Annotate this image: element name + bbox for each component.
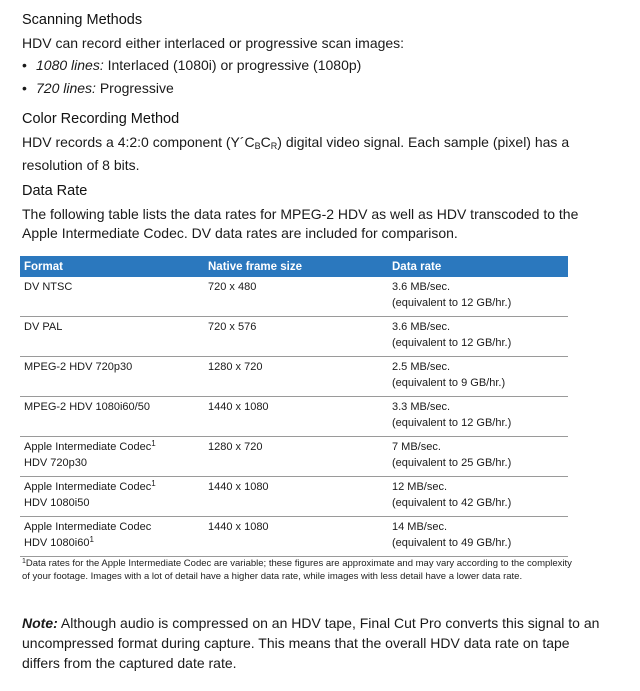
table-row — [20, 317, 568, 357]
rate-line: (equivalent to 12 GB/hr.) — [392, 417, 512, 429]
cell-frame-size: 1280 x 720 — [204, 357, 388, 397]
bullet-dot: • — [22, 57, 27, 73]
rate-line: 14 MB/sec. — [392, 521, 448, 533]
table-row — [20, 517, 568, 557]
bullet-term: 720 lines: — [36, 80, 96, 96]
format-line: MPEG-2 HDV 720p30 — [24, 361, 133, 373]
table-header-row — [20, 256, 568, 277]
footnote-ref: 1 — [89, 535, 94, 544]
format-line: HDV $1080i60^1$ — [24, 535, 94, 549]
rate-line: (equivalent to 49 GB/hr.) — [392, 537, 512, 549]
bullet-dot: • — [22, 80, 27, 96]
format-line: Apple Intermediate Codec — [24, 521, 152, 533]
bullet-text: Interlaced (1080i) or progressive (1080p) — [103, 57, 362, 73]
header-format: Format — [20, 256, 204, 277]
note-label: Note: — [22, 615, 58, 631]
cell-frame-size: 720 x 576 — [204, 317, 388, 357]
cell-format — [20, 517, 204, 557]
rate-line: (equivalent to 9 GB/hr.) — [392, 377, 506, 389]
format-line: HDV 720p30 — [24, 457, 87, 469]
footnote-ref: 1 — [151, 479, 156, 488]
cell-data-rate — [388, 477, 568, 517]
header-data-rate: Data rate — [388, 256, 568, 277]
bullet-720 — [22, 80, 174, 96]
cell-format — [20, 317, 204, 357]
data-rate-heading: Data Rate — [22, 183, 88, 199]
table-footnote — [22, 558, 582, 583]
data-rate-intro: The following table lists the data rates for MPEG-2 HDV as well as HDV transcoded to the Apple Intermediate Codec. DV data rates are included for comparison. — [22, 206, 579, 241]
rate-line: 3.6 MB/sec. — [392, 281, 451, 293]
bullet-text: Progressive — [95, 80, 174, 96]
cell-format — [20, 277, 204, 317]
cell-frame-size: 1440 x 1080 — [204, 517, 388, 557]
color-recording-text: HDV records a 4:2:0 component $(Y´C_BC_R)$ digital video signal. Each sample (pixel) has a resolution of 8 bits. — [22, 134, 570, 173]
footnote-ref: 1 — [151, 439, 156, 448]
cell-data-rate — [388, 357, 568, 397]
cell-data-rate — [388, 397, 568, 437]
note-text: Although audio is compressed on an HDV tape, Final Cut Pro converts this signal to an uncompressed format during capture. This means that the overall HDV data rate on tape differs from the captured date rate. — [22, 615, 600, 671]
rate-line: 3.3 MB/sec. — [392, 401, 451, 413]
format-line: Apple Intermediate Codec$^1$ — [24, 439, 156, 453]
rate-line: 3.6 MB/sec. — [392, 321, 451, 333]
data-rate-table — [20, 256, 568, 557]
scanning-methods-heading: Scanning Methods — [22, 12, 143, 28]
cell-format — [20, 477, 204, 517]
rate-line: 7 MB/sec. — [392, 441, 441, 453]
footnote-mark: 1 — [22, 558, 26, 565]
rate-line: 2.5 MB/sec. — [392, 361, 451, 373]
format-line: HDV 1080i50 — [24, 497, 90, 509]
header-frame-size: Native frame size — [204, 256, 388, 277]
cell-frame-size: 1440 x 1080 — [204, 477, 388, 517]
footnote-text: Data rates for the Apple Intermediate Codec are variable; these figures are approximate and may vary according to the complexity of your footage. Images with a lot of detail have a higher data rate, while images with less detail have a lower data rate. — [22, 558, 572, 582]
cell-data-rate — [388, 317, 568, 357]
rate-line: (equivalent to 42 GB/hr.) — [392, 497, 512, 509]
table-row — [20, 277, 568, 317]
rate-line: 12 MB/sec. — [392, 481, 448, 493]
table-row — [20, 477, 568, 517]
cell-frame-size: 720 x 480 — [204, 277, 388, 317]
cell-data-rate — [388, 437, 568, 477]
table-row — [20, 397, 568, 437]
scanning-intro: HDV can record either interlaced or progressive scan images: — [22, 35, 405, 51]
format-line: MPEG-2 HDV 1080i60/50 — [24, 401, 150, 413]
color-recording-heading: Color Recording Method — [22, 111, 180, 127]
format-line: DV PAL — [24, 321, 63, 333]
table-row — [20, 357, 568, 397]
cell-data-rate — [388, 517, 568, 557]
rate-line: (equivalent to 12 GB/hr.) — [392, 337, 512, 349]
cell-format — [20, 357, 204, 397]
table-row — [20, 437, 568, 477]
note-paragraph — [22, 613, 602, 673]
bullet-1080 — [22, 57, 361, 73]
cell-format — [20, 437, 204, 477]
format-line: DV NTSC — [24, 281, 73, 293]
cell-data-rate — [388, 277, 568, 317]
cell-frame-size: 1280 x 720 — [204, 437, 388, 477]
rate-line: (equivalent to 25 GB/hr.) — [392, 457, 512, 469]
format-line: Apple Intermediate Codec$^1$ — [24, 479, 156, 493]
rate-line: (equivalent to 12 GB/hr.) — [392, 297, 512, 309]
bullet-term: 1080 lines: — [36, 57, 104, 73]
cell-format — [20, 397, 204, 437]
cell-frame-size: 1440 x 1080 — [204, 397, 388, 437]
